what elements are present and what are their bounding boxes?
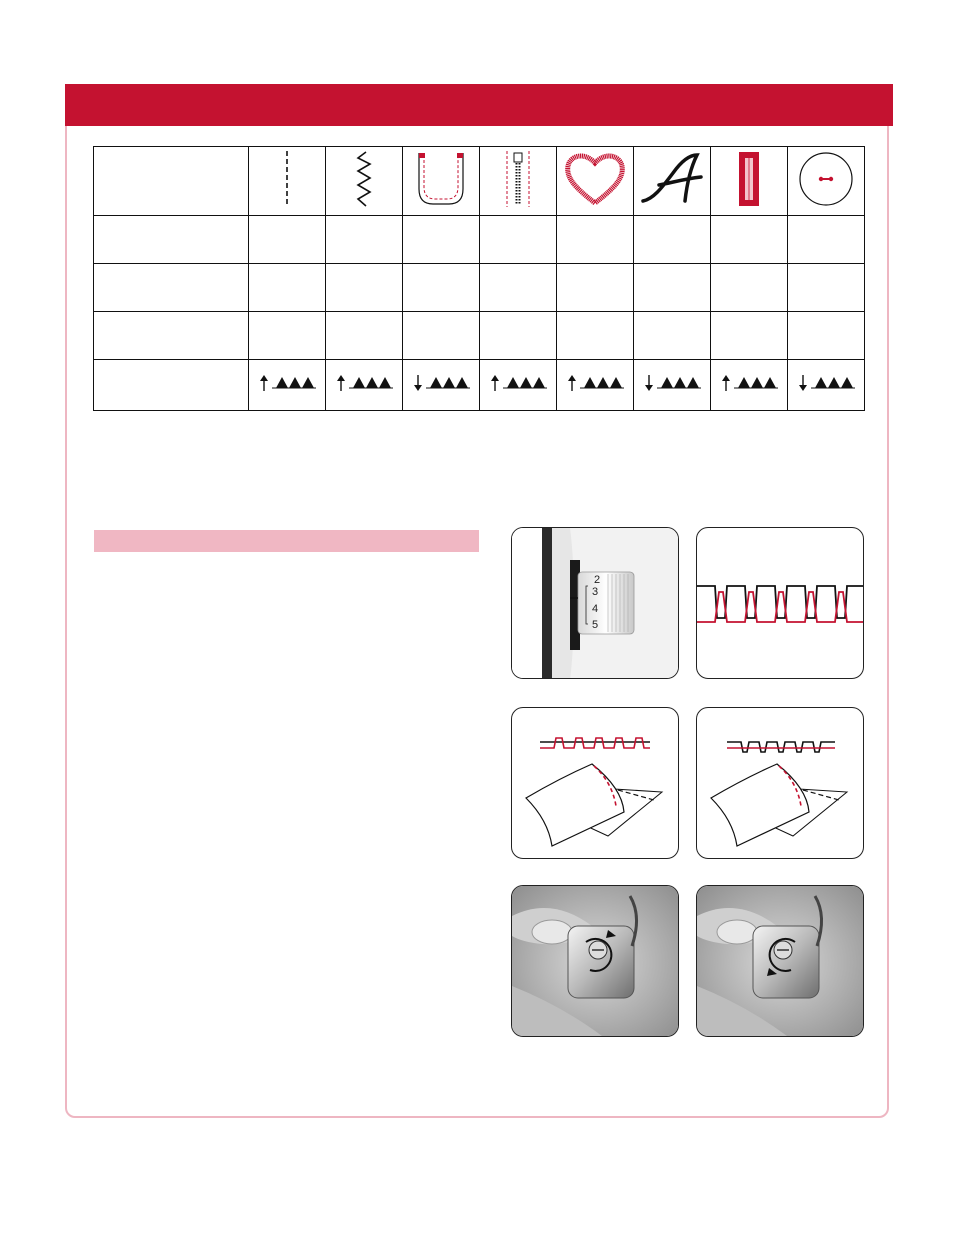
feed-arrow-icon (413, 374, 423, 392)
bobbin-case-adjust-photo-clockwise (511, 885, 679, 1037)
hem-pocket-icon (411, 149, 471, 209)
feed-arrow-icon (644, 374, 654, 392)
feed-dog-cell (634, 360, 711, 411)
header-bar (65, 84, 893, 126)
tension-too-loose-diagram (511, 707, 679, 859)
feed-arrow-icon (490, 374, 500, 392)
dial-number: 5 (592, 619, 599, 631)
feed-dog-icon (811, 376, 855, 390)
heart-applique-icon (562, 149, 628, 209)
feed-dog-cell (249, 360, 326, 411)
bobbin-case-adjust-photo-counterclockwise (696, 885, 864, 1037)
feed-dog-icon (657, 376, 701, 390)
feed-dog-cell (557, 360, 634, 411)
stitch-settings-table (93, 146, 865, 411)
feed-dog-icon (580, 376, 624, 390)
dial-number: 3 (592, 586, 599, 598)
row-label (94, 312, 249, 360)
row-label (94, 360, 249, 411)
feed-dog-icon (734, 376, 778, 390)
tension-dial-photo (511, 527, 679, 679)
straight-stitch-icon (277, 149, 297, 209)
feed-arrow-icon (336, 374, 346, 392)
feed-arrow-icon (259, 374, 269, 392)
zigzag-stitch-icon (352, 149, 376, 209)
balanced-tension-diagram (696, 527, 864, 679)
feed-arrow-icon (721, 374, 731, 392)
feed-dog-row (94, 360, 865, 411)
row-label (94, 264, 249, 312)
feed-dog-cell (788, 360, 865, 411)
icon-row (94, 147, 865, 216)
row-label (94, 147, 249, 216)
table-row (94, 312, 865, 360)
row-label (94, 216, 249, 264)
feed-dog-icon (503, 376, 547, 390)
buttonhole-icon (734, 149, 764, 209)
feed-arrow-icon (567, 374, 577, 392)
feed-dog-icon (426, 376, 470, 390)
button-icon (796, 149, 856, 209)
table-row (94, 216, 865, 264)
zipper-icon (503, 149, 533, 209)
feed-dog-icon (272, 376, 316, 390)
section-heading-bar (94, 530, 479, 552)
feed-dog-cell (711, 360, 788, 411)
feed-arrow-icon (798, 374, 808, 392)
dial-number: 2 (594, 574, 601, 586)
feed-dog-cell (403, 360, 480, 411)
script-letter-icon (639, 149, 705, 209)
table-row (94, 264, 865, 312)
tension-too-tight-diagram (696, 707, 864, 859)
feed-dog-cell (480, 360, 557, 411)
dial-number: 4 (592, 603, 599, 615)
feed-dog-cell (326, 360, 403, 411)
feed-dog-icon (349, 376, 393, 390)
